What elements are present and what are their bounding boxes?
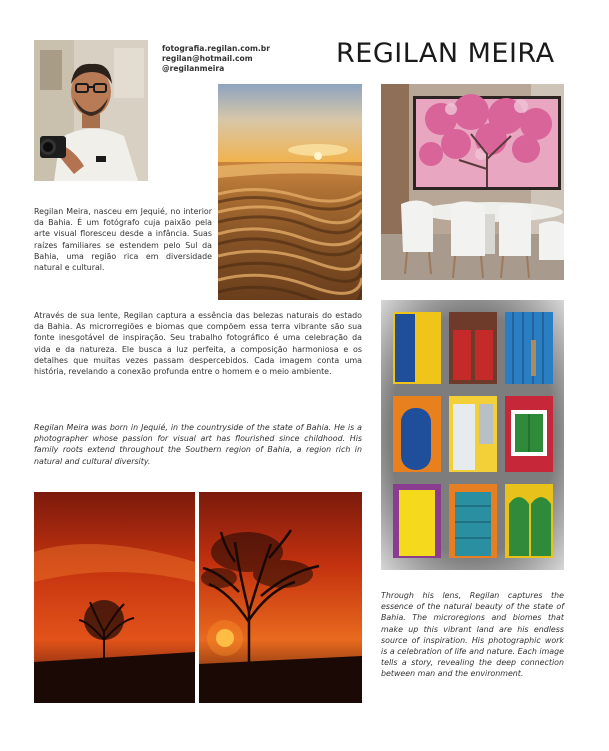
dining-room-ipe-photo <box>381 84 564 280</box>
website-text[interactable]: fotografia.regilan.com.br <box>162 44 270 53</box>
bio-pt-intro: Regilan Meira, nasceu em Jequié, no interior da Bahia. É um fotógrafo cuja paixão pela arte visual floresceu desde a infância. Suas raízes familiares se estendem pelo Sul da Bahia, uma região rica em diversidade natural e cultural. <box>34 207 212 273</box>
page-title: REGILAN MEIRA <box>336 38 555 69</box>
sunset-tree-photo-left <box>34 492 195 703</box>
bio-en-lens: Through his lens, Regilan captures the essence of the natural beauty of the state of Bahia. The microregions and biomes that make up this vibrant land are his endless source of inspiration. His photographic work is a celebration of life and nature. Each image tells a story, revealing the deep connection between man and the environment. <box>381 591 564 679</box>
photographer-portrait <box>34 40 148 181</box>
colorful-doors-mosaic <box>381 300 564 570</box>
sunset-tree-photo-right <box>199 492 362 703</box>
email-text[interactable]: regilan@hotmail.com <box>162 54 253 63</box>
bio-en-intro: Regilan Meira was born in Jequié, in the countryside of the state of Bahia. He is a photographer whose passion for visual art has flourished since childhood. His family roots extend throughout the Southern region of Bahia, a region rich in natural and cultural diversity. <box>34 423 362 466</box>
contact-info <box>162 44 270 74</box>
bio-pt-lens: Através de sua lente, Regilan captura a essência das belezas naturais do estado da Bahia. As microrregiões e biomas que compõem essa terra vibrante são sua fonte inesgotável de inspiração. Seu trabalho fotográfico é uma celebração da vida e da natureza. Ele busca a luz perfeita, a composição harmoniosa e os detalhes que muitas vezes passam despercebidos. Cada imagem conta uma história, revelando a conexão profunda entre o homem e o meio ambiente. <box>34 311 362 377</box>
beach-ripples-photo <box>218 84 362 300</box>
instagram-handle[interactable]: @regilanmeira <box>162 64 225 73</box>
